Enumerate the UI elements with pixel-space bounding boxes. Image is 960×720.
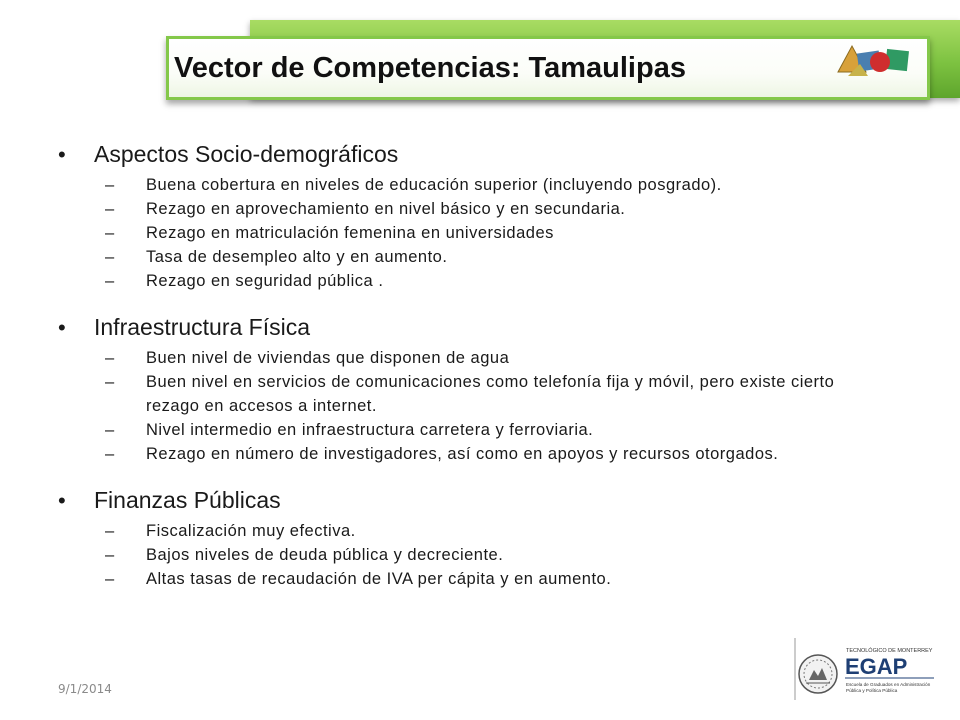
list-item: – Rezago en aprovechamiento en nivel básico y en secundaria. bbox=[58, 197, 878, 221]
dash: – bbox=[105, 200, 115, 218]
logo-subtitle-1: Escuela de Graduados en Administración bbox=[846, 682, 931, 687]
slide-date: 9/1/2014 bbox=[58, 682, 112, 696]
seal-icon bbox=[799, 655, 837, 693]
slide-title: Vector de Competencias: Tamaulipas bbox=[174, 52, 686, 84]
bullet: • bbox=[58, 142, 66, 167]
dash: – bbox=[105, 421, 115, 439]
list-item: – Bajos niveles de deuda pública y decreciente. bbox=[58, 543, 878, 567]
list-item: – Fiscalización muy efectiva. bbox=[58, 519, 878, 543]
dash: – bbox=[105, 248, 115, 266]
section-title: Infraestructura Física bbox=[94, 314, 311, 340]
dash: – bbox=[105, 546, 115, 564]
shapes-logo-icon bbox=[834, 42, 914, 78]
dash: – bbox=[105, 522, 115, 540]
bullet: • bbox=[58, 315, 66, 340]
list-item: – Rezago en seguridad pública . bbox=[58, 269, 878, 293]
dash: – bbox=[105, 570, 115, 588]
section-infrastructure bbox=[58, 313, 878, 466]
dash: – bbox=[105, 349, 115, 367]
section-public-finance bbox=[58, 486, 878, 591]
list-item: – Rezago en matriculación femenina en universidades bbox=[58, 221, 878, 245]
dash: – bbox=[105, 224, 115, 242]
dash: – bbox=[105, 445, 115, 463]
list-item: – Buen nivel de viviendas que disponen de agua bbox=[58, 346, 878, 370]
logo-name: EGAP bbox=[845, 654, 908, 679]
list-item: – Tasa de desempleo alto y en aumento. bbox=[58, 245, 878, 269]
section-title: Aspectos Socio-demográficos bbox=[94, 141, 399, 167]
dash: – bbox=[105, 272, 115, 290]
egap-logo bbox=[792, 636, 942, 702]
slide-content bbox=[58, 140, 878, 611]
section-title: Finanzas Públicas bbox=[94, 487, 281, 513]
list-item: – Rezago en número de investigadores, así como en apoyos y recursos otorgados. bbox=[58, 442, 878, 466]
logo-tagline: TECNOLÓGICO DE MONTERREY bbox=[846, 648, 933, 654]
dash: – bbox=[105, 373, 115, 391]
bullet: • bbox=[58, 488, 66, 513]
list-item: – Nivel intermedio en infraestructura carretera y ferroviaria. bbox=[58, 418, 878, 442]
list-item: – Buena cobertura en niveles de educación superior (incluyendo posgrado). bbox=[58, 173, 878, 197]
list-item: – Altas tasas de recaudación de IVA per cápita y en aumento. bbox=[58, 567, 878, 591]
section-socio-demographic bbox=[58, 140, 878, 293]
dash: – bbox=[105, 176, 115, 194]
logo-subtitle-2: Pública y Política Pública bbox=[846, 688, 898, 693]
list-item: – Buen nivel en servicios de comunicaciones como telefonía fija y móvil, pero existe cierto rezago en accesos a internet. bbox=[58, 370, 878, 418]
